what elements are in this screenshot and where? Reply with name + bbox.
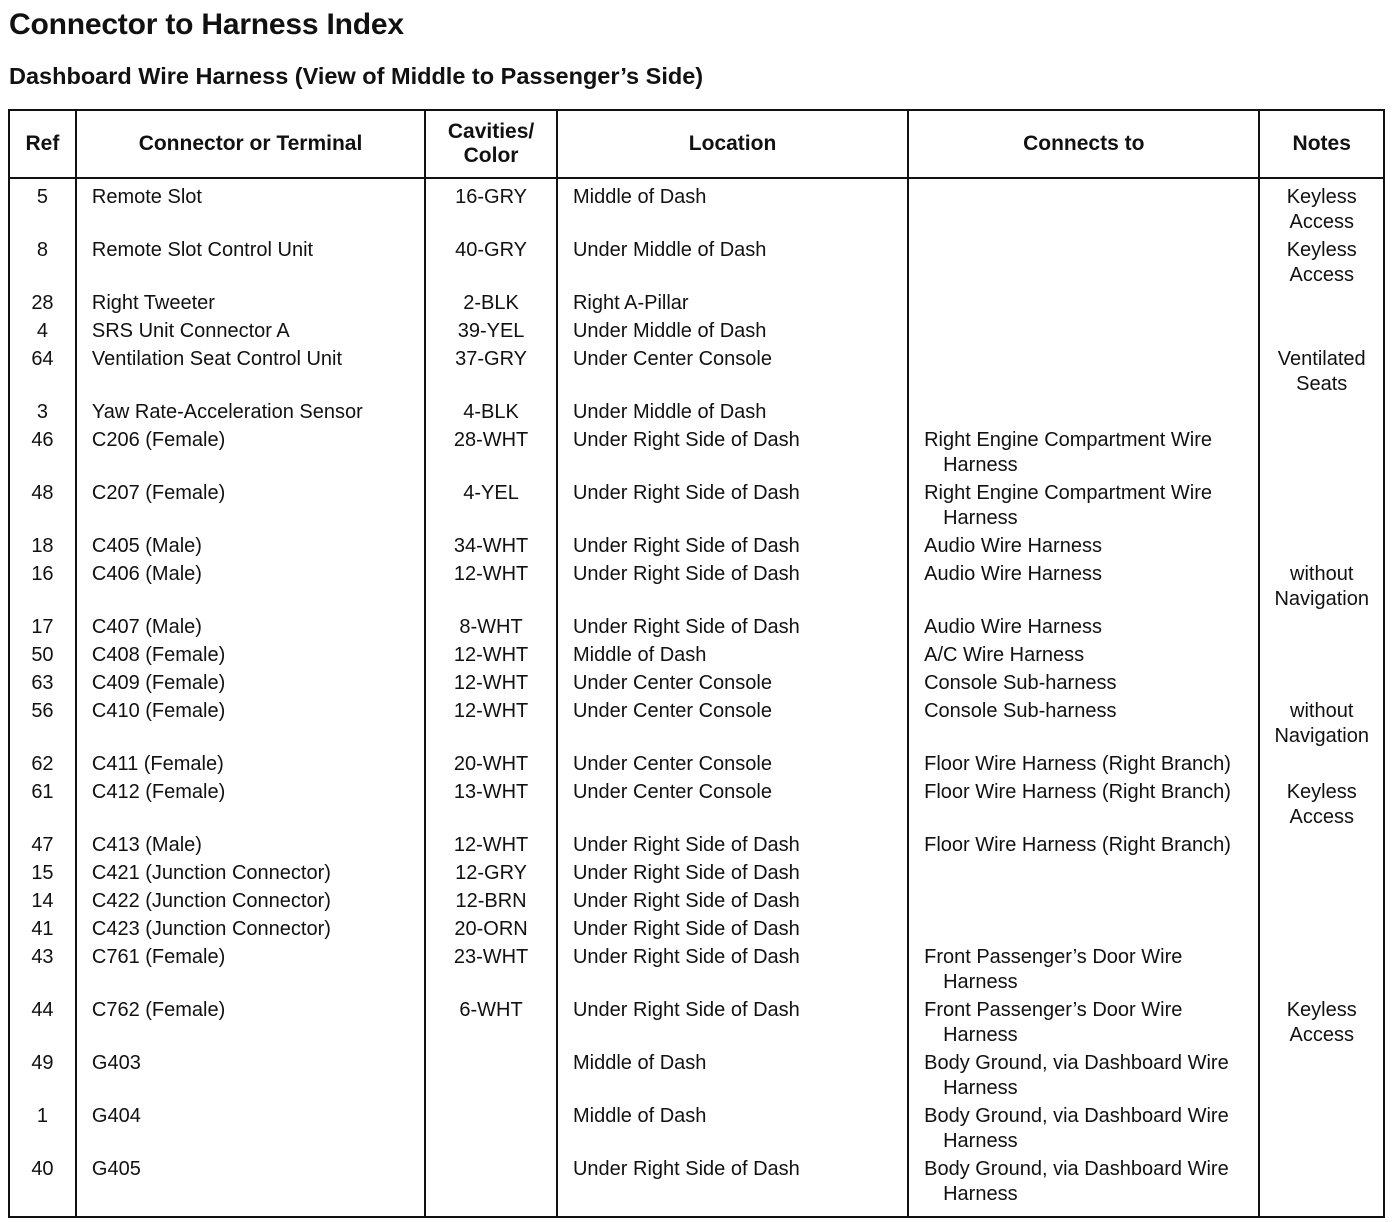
ref-cell: 8 xyxy=(9,237,76,290)
cavities-cell: 20-WHT xyxy=(425,751,557,779)
ref-cell: 64 xyxy=(9,346,76,399)
ref-cell: 5 xyxy=(9,178,76,237)
header-notes: Notes xyxy=(1259,110,1384,178)
connects-to-cell xyxy=(908,178,1259,237)
notes-cell xyxy=(1259,642,1384,670)
ref-cell: 62 xyxy=(9,751,76,779)
table-row xyxy=(9,237,1384,290)
connector-cell: Yaw Rate-Acceleration Sensor xyxy=(76,399,425,427)
ref-cell: 41 xyxy=(9,916,76,944)
connector-cell: G403 xyxy=(76,1050,425,1103)
connector-cell: C206 (Female) xyxy=(76,427,425,480)
connects-to-cell xyxy=(908,237,1259,290)
connects-to-cell: Audio Wire Harness xyxy=(908,561,1259,614)
table-row xyxy=(9,832,1384,860)
notes-cell xyxy=(1259,533,1384,561)
notes-cell: Keyless Access xyxy=(1259,997,1384,1050)
cavities-cell: 12-WHT xyxy=(425,561,557,614)
ref-cell: 56 xyxy=(9,698,76,751)
ref-cell: 17 xyxy=(9,614,76,642)
ref-cell: 50 xyxy=(9,642,76,670)
header-cavities-line1: Cavities/ xyxy=(447,120,535,143)
ref-cell: 1 xyxy=(9,1103,76,1156)
ref-cell: 48 xyxy=(9,480,76,533)
connector-cell: C406 (Male) xyxy=(76,561,425,614)
cavities-cell: 12-WHT xyxy=(425,832,557,860)
table-row xyxy=(9,860,1384,888)
location-cell: Under Right Side of Dash xyxy=(557,1156,908,1217)
connector-cell: G404 xyxy=(76,1103,425,1156)
connects-to-cell xyxy=(908,916,1259,944)
header-cavities xyxy=(425,110,557,178)
table-row xyxy=(9,888,1384,916)
cavities-cell: 8-WHT xyxy=(425,614,557,642)
notes-cell xyxy=(1259,832,1384,860)
table-row xyxy=(9,670,1384,698)
page-title: Connector to Harness Index xyxy=(9,8,404,41)
ref-cell: 14 xyxy=(9,888,76,916)
location-cell: Under Right Side of Dash xyxy=(557,561,908,614)
cavities-cell: 12-GRY xyxy=(425,860,557,888)
header-cavities-line2: Color xyxy=(463,144,519,167)
location-cell: Under Right Side of Dash xyxy=(557,533,908,561)
notes-cell: Keyless Access xyxy=(1259,178,1384,237)
header-connects-to: Connects to xyxy=(908,110,1259,178)
ref-cell: 44 xyxy=(9,997,76,1050)
connects-to-cell: Body Ground, via Dashboard Wire Harness xyxy=(908,1050,1259,1103)
notes-cell xyxy=(1259,944,1384,997)
connects-to-cell xyxy=(908,318,1259,346)
location-cell: Under Right Side of Dash xyxy=(557,427,908,480)
connects-to-cell: A/C Wire Harness xyxy=(908,642,1259,670)
location-cell: Under Right Side of Dash xyxy=(557,614,908,642)
location-cell: Under Right Side of Dash xyxy=(557,997,908,1050)
connector-cell: C207 (Female) xyxy=(76,480,425,533)
connector-cell: Remote Slot Control Unit xyxy=(76,237,425,290)
ref-cell: 28 xyxy=(9,290,76,318)
notes-cell: without Navigation xyxy=(1259,698,1384,751)
connects-to-cell: Right Engine Compartment Wire Harness xyxy=(908,427,1259,480)
table-row xyxy=(9,698,1384,751)
notes-cell xyxy=(1259,1050,1384,1103)
location-cell: Right A-Pillar xyxy=(557,290,908,318)
cavities-cell xyxy=(425,1103,557,1156)
table-row xyxy=(9,533,1384,561)
notes-cell xyxy=(1259,399,1384,427)
table-row xyxy=(9,399,1384,427)
notes-cell xyxy=(1259,888,1384,916)
connects-to-cell xyxy=(908,290,1259,318)
ref-cell: 15 xyxy=(9,860,76,888)
table-row xyxy=(9,997,1384,1050)
notes-cell xyxy=(1259,427,1384,480)
cavities-cell: 40-GRY xyxy=(425,237,557,290)
location-cell: Under Center Console xyxy=(557,346,908,399)
table-row xyxy=(9,1103,1384,1156)
connects-to-cell xyxy=(908,888,1259,916)
location-cell: Under Right Side of Dash xyxy=(557,832,908,860)
connector-cell: G405 xyxy=(76,1156,425,1217)
table-row xyxy=(9,318,1384,346)
connector-cell: Ventilation Seat Control Unit xyxy=(76,346,425,399)
notes-cell: Keyless Access xyxy=(1259,237,1384,290)
notes-cell xyxy=(1259,751,1384,779)
connector-cell: C422 (Junction Connector) xyxy=(76,888,425,916)
cavities-cell: 20-ORN xyxy=(425,916,557,944)
cavities-cell xyxy=(425,1156,557,1217)
cavities-cell: 37-GRY xyxy=(425,346,557,399)
notes-cell xyxy=(1259,290,1384,318)
notes-cell: Keyless Access xyxy=(1259,779,1384,832)
connects-to-cell: Right Engine Compartment Wire Harness xyxy=(908,480,1259,533)
cavities-cell: 4-YEL xyxy=(425,480,557,533)
table-row xyxy=(9,614,1384,642)
table-row xyxy=(9,779,1384,832)
connects-to-cell: Body Ground, via Dashboard Wire Harness xyxy=(908,1156,1259,1217)
cavities-cell: 28-WHT xyxy=(425,427,557,480)
cavities-cell xyxy=(425,1050,557,1103)
cavities-cell: 13-WHT xyxy=(425,779,557,832)
location-cell: Middle of Dash xyxy=(557,178,908,237)
connector-cell: C421 (Junction Connector) xyxy=(76,860,425,888)
connector-cell: C761 (Female) xyxy=(76,944,425,997)
connector-cell: C408 (Female) xyxy=(76,642,425,670)
connector-cell: C409 (Female) xyxy=(76,670,425,698)
table-row xyxy=(9,1156,1384,1217)
location-cell: Under Middle of Dash xyxy=(557,237,908,290)
ref-cell: 4 xyxy=(9,318,76,346)
connector-index-table xyxy=(8,109,1385,1218)
section-subtitle: Dashboard Wire Harness (View of Middle to Passenger’s Side) xyxy=(9,63,704,89)
table-row xyxy=(9,480,1384,533)
connects-to-cell: Console Sub-harness xyxy=(908,670,1259,698)
notes-cell: Ventilated Seats xyxy=(1259,346,1384,399)
connector-cell: C411 (Female) xyxy=(76,751,425,779)
ref-cell: 40 xyxy=(9,1156,76,1217)
cavities-cell: 34-WHT xyxy=(425,533,557,561)
cavities-cell: 4-BLK xyxy=(425,399,557,427)
cavities-cell: 12-WHT xyxy=(425,670,557,698)
ref-cell: 18 xyxy=(9,533,76,561)
notes-cell xyxy=(1259,860,1384,888)
location-cell: Under Middle of Dash xyxy=(557,318,908,346)
table-row xyxy=(9,944,1384,997)
table-header-row xyxy=(9,110,1384,178)
cavities-cell: 12-WHT xyxy=(425,698,557,751)
connector-cell: C405 (Male) xyxy=(76,533,425,561)
header-connector: Connector or Terminal xyxy=(76,110,425,178)
connector-cell: C423 (Junction Connector) xyxy=(76,916,425,944)
table-row xyxy=(9,751,1384,779)
table-row xyxy=(9,427,1384,480)
cavities-cell: 12-WHT xyxy=(425,642,557,670)
connects-to-cell: Floor Wire Harness (Right Branch) xyxy=(908,779,1259,832)
connects-to-cell xyxy=(908,860,1259,888)
cavities-cell: 6-WHT xyxy=(425,997,557,1050)
connects-to-cell xyxy=(908,399,1259,427)
notes-cell xyxy=(1259,480,1384,533)
location-cell: Under Center Console xyxy=(557,751,908,779)
location-cell: Under Middle of Dash xyxy=(557,399,908,427)
connects-to-cell: Floor Wire Harness (Right Branch) xyxy=(908,751,1259,779)
header-ref: Ref xyxy=(9,110,76,178)
ref-cell: 47 xyxy=(9,832,76,860)
table-row xyxy=(9,642,1384,670)
location-cell: Under Center Console xyxy=(557,779,908,832)
notes-cell xyxy=(1259,614,1384,642)
connector-cell: C762 (Female) xyxy=(76,997,425,1050)
connects-to-cell xyxy=(908,346,1259,399)
connector-cell: C410 (Female) xyxy=(76,698,425,751)
connector-cell: C413 (Male) xyxy=(76,832,425,860)
location-cell: Under Right Side of Dash xyxy=(557,480,908,533)
location-cell: Middle of Dash xyxy=(557,1050,908,1103)
notes-cell xyxy=(1259,318,1384,346)
header-location: Location xyxy=(557,110,908,178)
location-cell: Middle of Dash xyxy=(557,1103,908,1156)
cavities-cell: 16-GRY xyxy=(425,178,557,237)
connects-to-cell: Audio Wire Harness xyxy=(908,614,1259,642)
connects-to-cell: Front Passenger’s Door Wire Harness xyxy=(908,944,1259,997)
table-row xyxy=(9,346,1384,399)
connects-to-cell: Floor Wire Harness (Right Branch) xyxy=(908,832,1259,860)
connects-to-cell: Front Passenger’s Door Wire Harness xyxy=(908,997,1259,1050)
connector-cell: SRS Unit Connector A xyxy=(76,318,425,346)
notes-cell xyxy=(1259,1103,1384,1156)
notes-cell xyxy=(1259,916,1384,944)
notes-cell xyxy=(1259,1156,1384,1217)
ref-cell: 16 xyxy=(9,561,76,614)
ref-cell: 61 xyxy=(9,779,76,832)
location-cell: Under Right Side of Dash xyxy=(557,916,908,944)
connector-cell: C412 (Female) xyxy=(76,779,425,832)
location-cell: Under Center Console xyxy=(557,670,908,698)
connects-to-cell: Audio Wire Harness xyxy=(908,533,1259,561)
notes-cell: without Navigation xyxy=(1259,561,1384,614)
connects-to-cell: Console Sub-harness xyxy=(908,698,1259,751)
location-cell: Under Right Side of Dash xyxy=(557,944,908,997)
connector-cell: C407 (Male) xyxy=(76,614,425,642)
cavities-cell: 39-YEL xyxy=(425,318,557,346)
location-cell: Middle of Dash xyxy=(557,642,908,670)
cavities-cell: 23-WHT xyxy=(425,944,557,997)
location-cell: Under Center Console xyxy=(557,698,908,751)
table-row xyxy=(9,1050,1384,1103)
ref-cell: 49 xyxy=(9,1050,76,1103)
connector-cell: Remote Slot xyxy=(76,178,425,237)
connector-cell: Right Tweeter xyxy=(76,290,425,318)
ref-cell: 63 xyxy=(9,670,76,698)
ref-cell: 3 xyxy=(9,399,76,427)
table-row xyxy=(9,178,1384,237)
cavities-cell: 12-BRN xyxy=(425,888,557,916)
ref-cell: 43 xyxy=(9,944,76,997)
location-cell: Under Right Side of Dash xyxy=(557,888,908,916)
notes-cell xyxy=(1259,670,1384,698)
connects-to-cell: Body Ground, via Dashboard Wire Harness xyxy=(908,1103,1259,1156)
table-row xyxy=(9,561,1384,614)
cavities-cell: 2-BLK xyxy=(425,290,557,318)
location-cell: Under Right Side of Dash xyxy=(557,860,908,888)
table-row xyxy=(9,290,1384,318)
ref-cell: 46 xyxy=(9,427,76,480)
table-row xyxy=(9,916,1384,944)
